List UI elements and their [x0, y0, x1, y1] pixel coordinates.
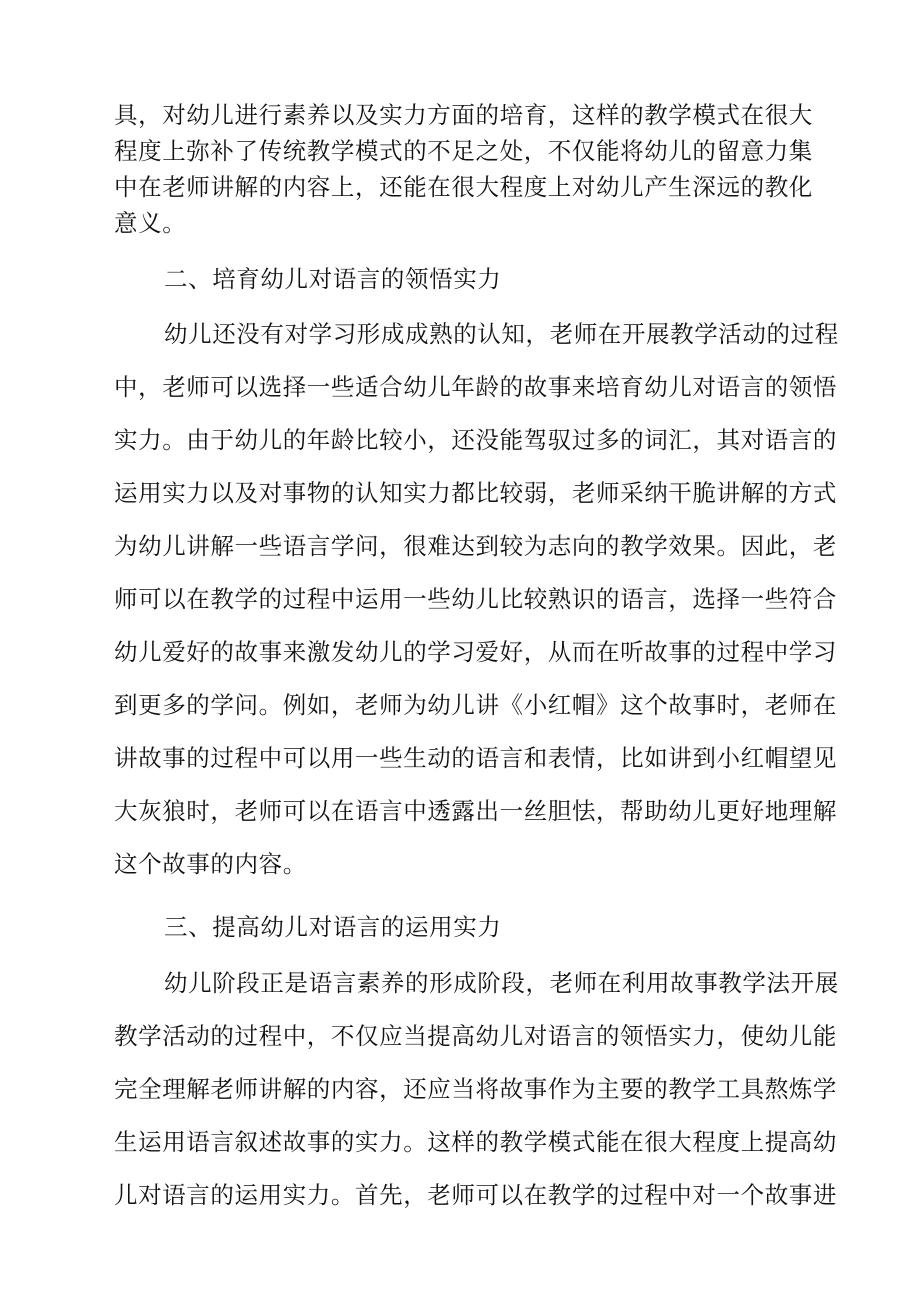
paragraph-line: 中，老师可以选择一些适合幼儿年龄的故事来培育幼儿对语言的领悟 — [114, 373, 837, 401]
paragraph-line: 运用实力以及对事物的认知实力都比较弱，老师采纳干脆讲解的方式 — [114, 479, 837, 507]
paragraph-line: 师可以在教学的过程中运用一些幼儿比较熟识的语言，选择一些符合 — [114, 585, 837, 613]
intro-line: 意义。 — [114, 209, 187, 237]
paragraph-line: 到更多的学问。例如，老师为幼儿讲《小红帽》这个故事时，老师在 — [114, 691, 837, 719]
paragraph-line: 教学活动的过程中，不仅应当提高幼儿对语言的领悟实力，使幼儿能 — [114, 1022, 837, 1050]
paragraph-line: 儿对语言的运用实力。首先，老师可以在教学的过程中对一个故事进 — [114, 1181, 837, 1209]
intro-line: 程度上弥补了传统教学模式的不足之处，不仅能将幼儿的留意力集 — [114, 137, 813, 165]
section-heading-2: 二、培育幼儿对语言的领悟实力 — [164, 265, 502, 293]
paragraph-line: 讲故事的过程中可以用一些生动的语言和表情，比如讲到小红帽望见 — [114, 744, 837, 772]
paragraph-line: 幼儿爱好的故事来激发幼儿的学习爱好，从而在听故事的过程中学习 — [114, 638, 837, 666]
paragraph-line: 大灰狼时，老师可以在语言中透露出一丝胆怯，帮助幼儿更好地理解 — [114, 797, 837, 825]
paragraph-line: 幼儿阶段正是语言素养的形成阶段，老师在利用故事教学法开展 — [164, 969, 839, 997]
paragraph-line: 幼儿还没有对学习形成成熟的认知，老师在开展教学活动的过程 — [164, 320, 839, 348]
paragraph-line: 为幼儿讲解一些语言学问，很难达到较为志向的教学效果。因此，老 — [114, 532, 837, 560]
intro-line: 中在老师讲解的内容上，还能在很大程度上对幼儿产生深远的教化 — [114, 173, 813, 201]
paragraph-line: 实力。由于幼儿的年龄比较小，还没能驾驭过多的词汇，其对语言的 — [114, 426, 837, 454]
paragraph-line: 生运用语言叙述故事的实力。这样的教学模式能在很大程度上提高幼 — [114, 1128, 837, 1156]
section-heading-3: 三、提高幼儿对语言的运用实力 — [164, 913, 502, 941]
paragraph-line: 完全理解老师讲解的内容，还应当将故事作为主要的教学工具熬炼学 — [114, 1075, 837, 1103]
paragraph-line: 这个故事的内容。 — [114, 850, 307, 878]
intro-line: 具，对幼儿进行素养以及实力方面的培育，这样的教学模式在很大 — [114, 101, 813, 129]
